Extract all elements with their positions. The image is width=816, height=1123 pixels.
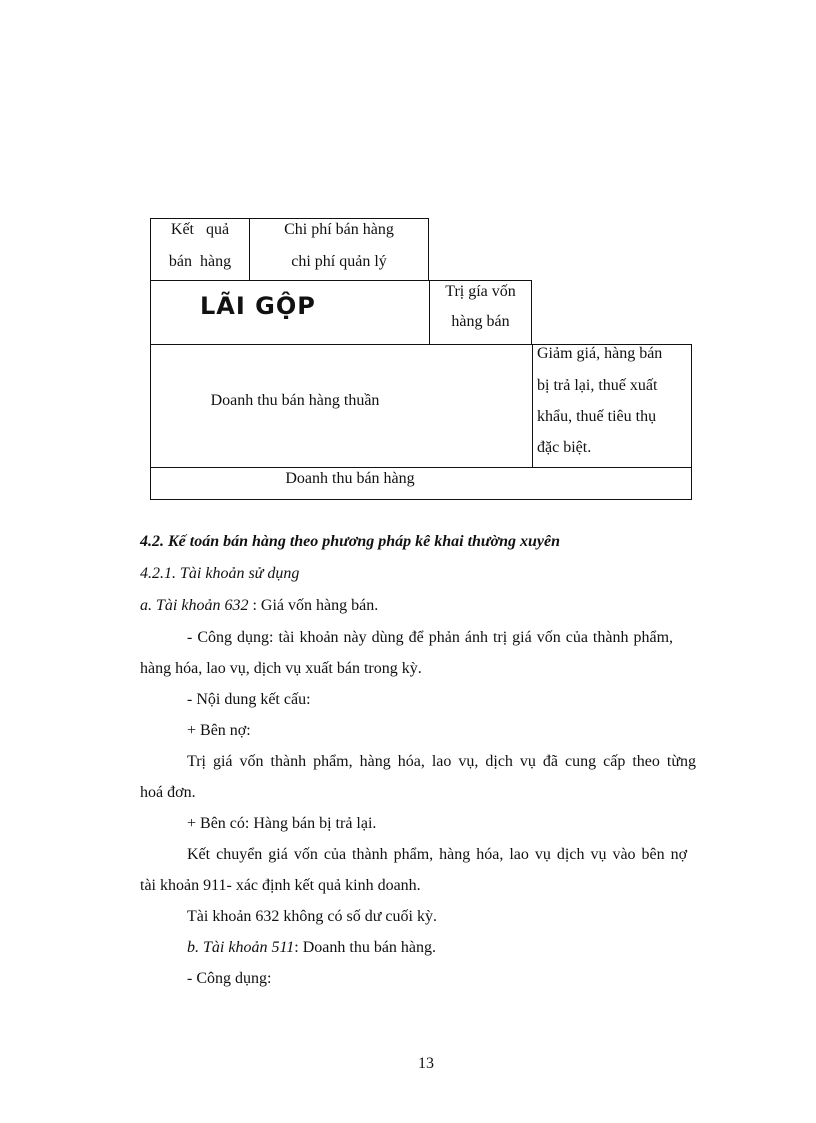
account-511-line bbox=[187, 939, 436, 957]
para-cong-dung-1: - Công dụng: tài khoản này dùng để phản ánh trị giá vốn của thành phẩm, bbox=[187, 629, 674, 646]
para-ben-co: + Bên có: Hàng bán bị trả lại. bbox=[187, 815, 377, 832]
ket-qua-line1: Kết quả bbox=[170, 221, 230, 238]
para-so-du: Tài khoản 632 không có số dư cuối kỳ. bbox=[187, 908, 437, 925]
account-632-desc: : Giá vốn hàng bán. bbox=[248, 597, 379, 614]
para-ben-no: + Bên nợ: bbox=[187, 722, 251, 739]
account-632-label: a. Tài khoản 632 bbox=[140, 597, 249, 614]
para-cong-dung-2: hàng hóa, lao vụ, dịch vụ xuất bán trong kỳ. bbox=[140, 660, 422, 677]
doanh-thu-label: Doanh thu bán hàng bbox=[285, 470, 415, 487]
subsection-heading: 4.2.1. Tài khoản sử dụng bbox=[140, 565, 300, 582]
account-511-desc: : Doanh thu bán hàng. bbox=[294, 939, 437, 956]
para-ket-chuyen-1: Kết chuyển giá vốn của thành phẩm, hàng hóa, lao vụ dịch vụ vào bên nợ bbox=[187, 846, 688, 863]
giam-gia-line1: Giảm giá, hàng bán bbox=[537, 345, 663, 362]
tri-gia-line1: Trị gía vốn bbox=[445, 283, 516, 300]
para-tri-gia-1: Trị giá vốn thành phẩm, hàng hóa, lao vụ, dịch vụ đã cung cấp theo từng bbox=[187, 753, 696, 770]
giam-gia-line3: khẩu, thuế tiêu thụ bbox=[537, 408, 657, 425]
account-511-label: b. Tài khoản 511 bbox=[187, 939, 295, 956]
account-632-line bbox=[140, 597, 378, 615]
giam-gia-line4: đặc biệt. bbox=[537, 439, 592, 456]
doanh-thu-thuan-label: Doanh thu bán hàng thuần bbox=[210, 392, 380, 409]
page-number: 13 bbox=[418, 1055, 434, 1072]
para-cong-dung-511: - Công dụng: bbox=[187, 970, 272, 987]
lai-gop-title: LÃI GỘP bbox=[200, 292, 316, 320]
para-noi-dung: - Nội dung kết cấu: bbox=[187, 691, 311, 708]
section-heading: 4.2. Kế toán bán hàng theo phương pháp kê khai thường xuyên bbox=[140, 533, 560, 550]
chi-phi-line2: chi phí quản lý bbox=[291, 253, 387, 270]
para-ket-chuyen-2: tài khoản 911- xác định kết quả kinh doanh. bbox=[140, 877, 421, 894]
ket-qua-line2: bán hàng bbox=[168, 253, 232, 270]
chi-phi-line1: Chi phí bán hàng bbox=[284, 221, 394, 238]
para-tri-gia-2: hoá đơn. bbox=[140, 784, 196, 801]
tri-gia-line2: hàng bán bbox=[451, 313, 510, 330]
giam-gia-line2: bị trả lại, thuế xuất bbox=[537, 377, 658, 394]
